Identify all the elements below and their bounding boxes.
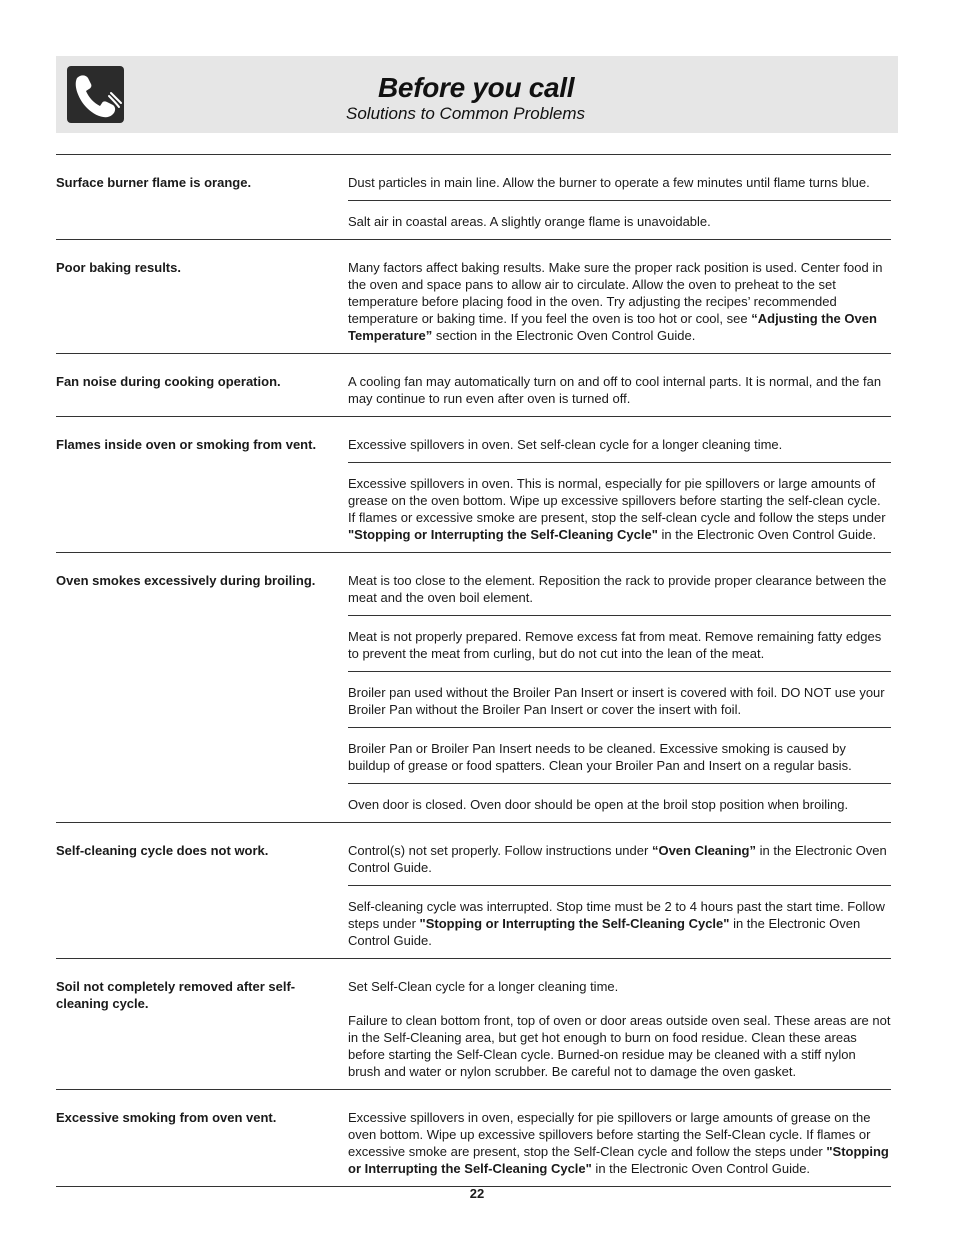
- solution-list: [348, 417, 891, 552]
- solution-emphasis: "Stopping or Interrupting the Self-Cleaning Cycle": [348, 1144, 889, 1176]
- solution-text: [348, 783, 891, 822]
- solution-segment: Meat is not properly prepared. Remove excess fat from meat. Remove remaining fatty edges to prevent the meat from curling, but do not cut into the lean of the meat.: [348, 629, 882, 661]
- solution-segment: Control(s) not set properly. Follow instructions under: [348, 843, 652, 858]
- problem-label: Poor baking results.: [56, 260, 181, 275]
- problem-label: Oven smokes excessively during broiling.: [56, 573, 316, 588]
- solution-text: [348, 959, 891, 1004]
- troubleshooting-table: [56, 154, 891, 1187]
- trouble-row: [56, 553, 891, 823]
- solution-segment: Meat is too close to the element. Reposition the rack to provide proper clearance between the meat and the oven boil element.: [348, 573, 887, 605]
- solution-segment: Self-cleaning cycle was interrupted. Stop time must be 2 to 4 hours past the start time. Follow steps under: [348, 899, 885, 931]
- page-subtitle: Solutions to Common Problems: [346, 104, 586, 123]
- solution-text: [348, 727, 891, 783]
- trouble-row: [56, 823, 891, 959]
- solution-list: [348, 553, 891, 822]
- solution-text: [348, 671, 891, 727]
- page-number: 22: [469, 1186, 485, 1201]
- solution-list: [348, 240, 891, 353]
- trouble-row: [56, 1090, 891, 1187]
- solution-segment: Broiler Pan or Broiler Pan Insert needs to be cleaned. Excessive smoking is caused by buildup of grease or food spatters. Clean your Broiler Pan and Insert on a regular basis.: [348, 741, 852, 773]
- solution-text: [348, 553, 891, 615]
- solution-segment: Oven door is closed. Oven door should be open at the broil stop position when broiling.: [348, 797, 849, 812]
- solution-segment: in the Electronic Oven Control Guide.: [591, 1161, 811, 1176]
- trouble-row: [56, 354, 891, 417]
- solution-list: [348, 354, 891, 416]
- solution-text: [348, 240, 891, 353]
- solution-segment: in the Electronic Oven Control Guide.: [657, 527, 877, 542]
- solution-segment: in the Electronic Oven Control Guide.: [348, 843, 887, 875]
- solution-segment: Excessive spillovers in oven. This is normal, especially for pie spillovers or large amounts of grease on the oven bottom. Wipe up excessive spillovers before starting the self-clean cycle. If flames or excessive smoke are present, stop the self-clean cycle and follow the steps under: [348, 476, 886, 525]
- solution-text: [348, 200, 891, 239]
- trouble-row: [56, 240, 891, 354]
- solution-emphasis: “Oven Cleaning”: [651, 843, 756, 858]
- solution-segment: A cooling fan may automatically turn on and off to cool internal parts. It is normal, and the fan may continue to run even after oven is turned off.: [348, 374, 882, 406]
- trouble-row: [56, 155, 891, 240]
- solution-segment: Failure to clean bottom front, top of oven or door areas outside oven seal. These areas are not in the Self-Cleaning area, but get hot enough to burn on food residue. Clean these areas before starting the Self-Clean cycle. Burned-on residue may be cleaned with a stiff nylon brush and water or nylon scrubber. Be careful not to damage the oven gasket.: [348, 1013, 891, 1079]
- page-title: Before you call: [378, 72, 575, 103]
- problem-label: Excessive smoking from oven vent.: [56, 1110, 277, 1125]
- solution-list: [348, 1090, 891, 1186]
- solution-segment: Salt air in coastal areas. A slightly orange flame is unavoidable.: [348, 214, 711, 229]
- solution-text: [348, 417, 891, 462]
- solution-list: [348, 155, 891, 239]
- trouble-row: [56, 417, 891, 553]
- solution-segment: Excessive spillovers in oven, especially for pie spillovers or large amounts of grease on the oven bottom. Wipe up excessive spillovers before starting the Self-Clean cycle. If flames or excessive smoke are present, stop the Self-Clean cycle and follow the steps under: [348, 1110, 871, 1159]
- solution-segment: Many factors affect baking results. Make sure the proper rack position is used. Center food in the oven and space pans to allow air to circulate. Allow the oven to preheat to the set temperature before placing food in the oven. Try adjusting the recipes’ recommended temperature or baking time. If you feel the oven is too hot or cool, see: [348, 260, 883, 326]
- solution-text: [348, 1090, 891, 1186]
- solution-emphasis: "Stopping or Interrupting the Self-Cleaning Cycle": [348, 527, 658, 542]
- solution-text: [348, 1004, 891, 1089]
- solution-emphasis: "Stopping or Interrupting the Self-Cleaning Cycle": [419, 916, 730, 931]
- problem-label: Self-cleaning cycle does not work.: [56, 843, 269, 858]
- solution-segment: Broiler pan used without the Broiler Pan Insert or insert is covered with foil. DO NOT use your Broiler Pan without the Broiler Pan Insert or cover the insert with foil.: [348, 685, 885, 717]
- solution-list: [348, 823, 891, 958]
- solution-text: [348, 462, 891, 552]
- solution-segment: section in the Electronic Oven Control Guide.: [432, 328, 696, 343]
- solution-text: [348, 155, 891, 200]
- solution-list: [348, 959, 891, 1089]
- phone-icon: [67, 66, 124, 123]
- problem-label: Soil not completely removed after self-cleaning cycle.: [56, 979, 296, 1011]
- solution-emphasis: “Adjusting the Oven Temperature”: [348, 311, 877, 343]
- solution-segment: Excessive spillovers in oven. Set self-clean cycle for a longer cleaning time.: [348, 437, 783, 452]
- solution-text: [348, 354, 891, 416]
- solution-segment: in the Electronic Oven Control Guide.: [348, 916, 861, 948]
- solution-segment: Set Self-Clean cycle for a longer cleaning time.: [348, 979, 619, 994]
- problem-label: Fan noise during cooking operation.: [56, 374, 281, 389]
- solution-text: [348, 823, 891, 885]
- trouble-row: [56, 959, 891, 1090]
- problem-label: Surface burner flame is orange.: [56, 175, 252, 190]
- solution-text: [348, 885, 891, 958]
- solution-text: [348, 615, 891, 671]
- problem-label: Flames inside oven or smoking from vent.: [56, 437, 317, 452]
- solution-segment: Dust particles in main line. Allow the burner to operate a few minutes until flame turns blue.: [348, 175, 870, 190]
